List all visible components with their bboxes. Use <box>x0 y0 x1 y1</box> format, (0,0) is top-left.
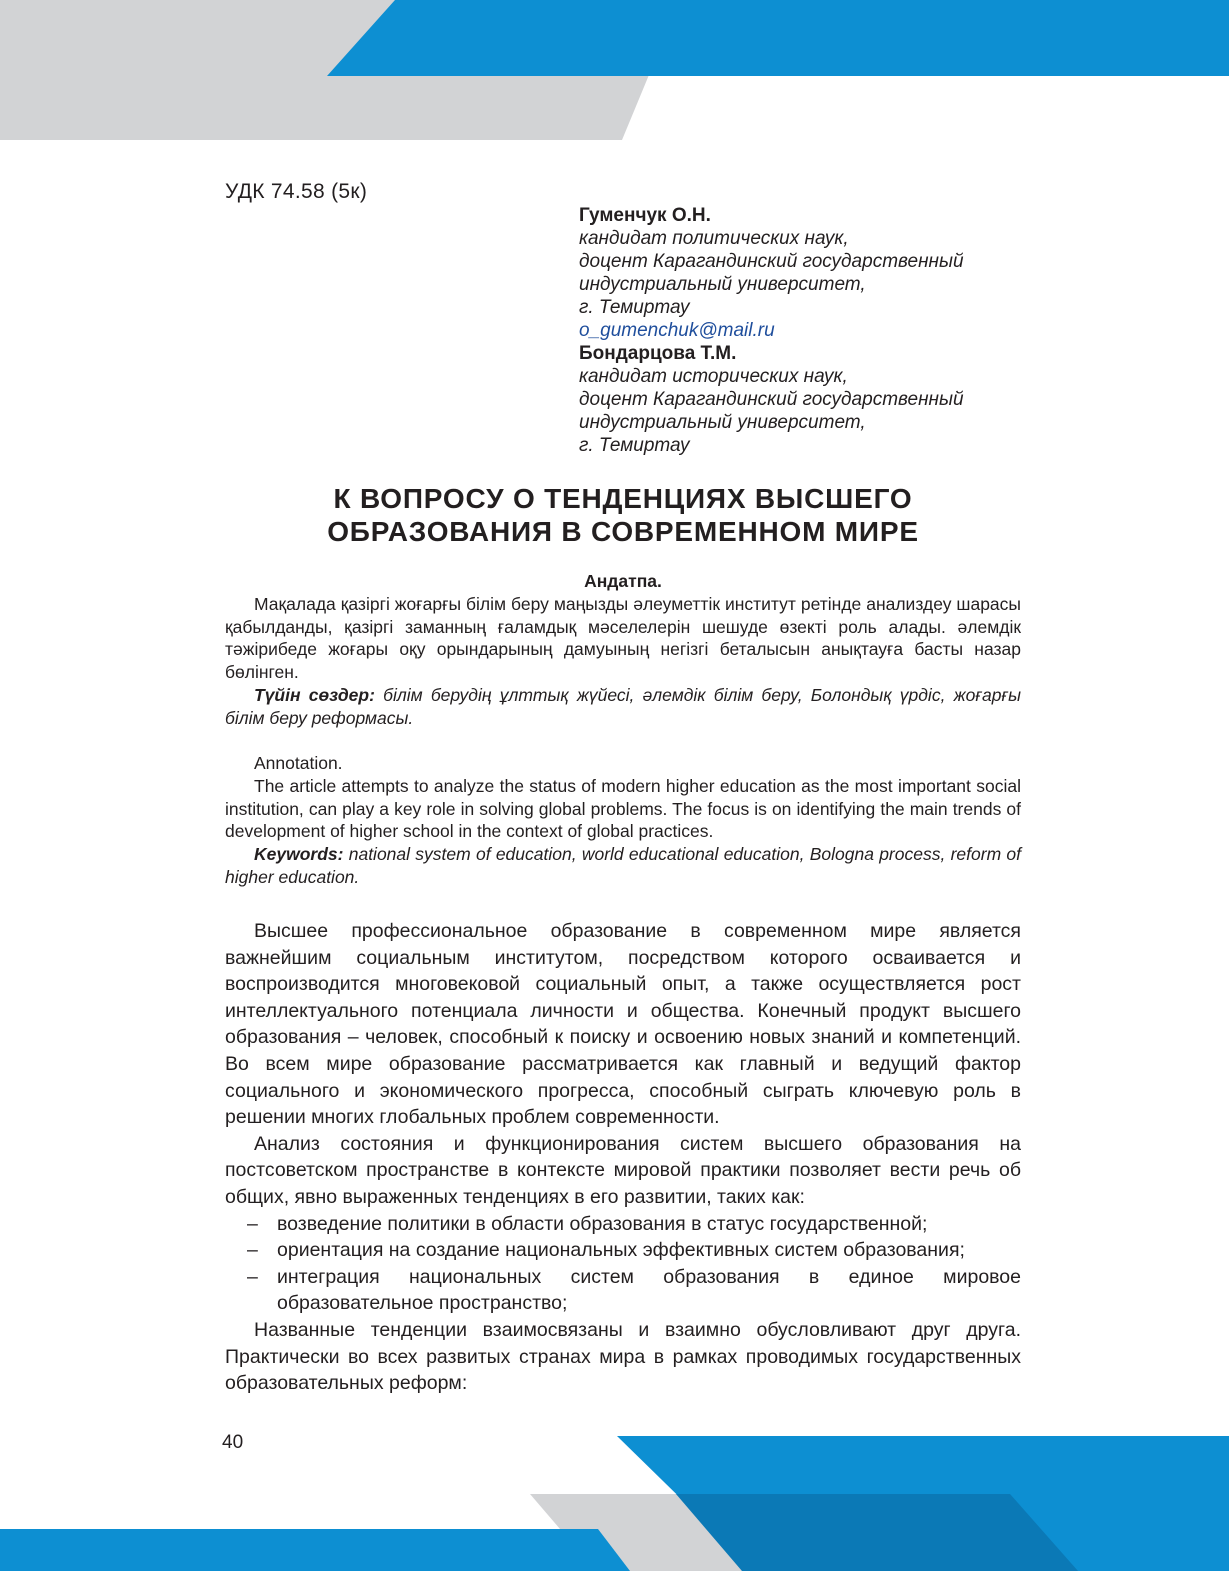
body-paragraph: Высшее профессиональное образование в современном мире является важнейшим социальным институтом, посредством которого осваивается и воспроизводится многовековой социальный опыт, а также осуществляется рост интеллектуального потенциала личности и общества. Конечный продукт высшего образования – человек, способный к поиску и освоению новых знаний и компетенций. Во всем мире образование рассматривается как главный и ведущий фактор социального и экономического прогресса, способный сыграть ключевую роль в решении многих глобальных проблем современности. <box>225 920 1021 1129</box>
article-body <box>225 918 1021 1397</box>
annotation-heading: Annotation. <box>254 753 343 773</box>
author-affiliation-line: г. Темиртау <box>579 435 690 456</box>
abstract-heading: Андатпа. <box>584 571 662 591</box>
body-paragraph: Анализ состояния и функционирования систем высшего образования на постсоветском пространстве в контексте мировой практики позволяет вести речь об общих, явно выраженных тенденциях в его развитии, таких как: <box>225 1132 1021 1208</box>
author-affiliation-line: доцент Карагандинский государственный <box>579 389 964 410</box>
trend-list <box>225 1211 1021 1317</box>
author-affiliation-line: кандидат политических наук, <box>579 228 849 249</box>
author-affiliation-line: индустриальный университет, <box>579 274 866 295</box>
article-title-line: К ВОПРОСУ О ТЕНДЕНЦИЯХ ВЫСШЕГО <box>333 483 913 514</box>
author-affiliation-line: кандидат исторических наук, <box>579 366 848 387</box>
annotation-text: The article attempts to analyze the status of modern higher education as the most important social institution, can play a key role in solving global problems. The focus is on identifying the main trends of development of higher school in the context of global practices. <box>225 775 1021 842</box>
keywords-label: Түйін сөздер: <box>254 684 375 705</box>
top-blue-band <box>327 0 1229 76</box>
author-email-link[interactable]: o_gumenchuk@mail.ru <box>579 320 775 341</box>
abstract-kazakh <box>225 570 1021 730</box>
keywords-text: national system of education, world educational education, Bologna process, reform of higher education. <box>225 844 1021 887</box>
authors-block <box>579 204 964 457</box>
author-name: Бондарцова Т.М. <box>579 343 737 364</box>
bottom-left-blue-band <box>0 1529 630 1571</box>
list-item-text: интеграция национальных систем образования в единое мировое образовательное пространство; <box>277 1265 1021 1315</box>
bottom-right-blue-shadow <box>676 1494 1078 1571</box>
udk-code: УДК 74.58 (5к) <box>225 180 368 203</box>
list-dash: – <box>247 1239 258 1262</box>
author-affiliation-line: индустриальный университет, <box>579 412 866 433</box>
article-title-line: ОБРАЗОВАНИЯ В СОВРЕМЕННОМ МИРЕ <box>327 516 919 547</box>
author-affiliation-line: доцент Карагандинский государственный <box>579 251 964 272</box>
annotation-keywords <box>225 843 1021 889</box>
article-title <box>225 482 1021 548</box>
author-name: Гуменчук О.Н. <box>579 205 711 226</box>
keywords-label: Keywords: <box>254 844 344 865</box>
list-item-text: ориентация на создание национальных эффективных систем образования; <box>277 1239 965 1262</box>
list-dash: – <box>247 1212 258 1235</box>
list-dash: – <box>247 1265 258 1288</box>
annotation-english <box>225 752 1021 889</box>
list-item <box>225 1211 1021 1238</box>
page-number: 40 <box>222 1432 244 1453</box>
abstract-text: Мақалада қазіргі жоғарғы білім беру маңызды әлеуметтік институт ретінде анализдеу шарасы қабылданды, қазіргі заманның ғаламдық мәселелерін шешуде өзекті роль алады. әлемдік тәжірибеде жоғары оқу орындарының дамуының негізгі беталысын анықтауға басты назар бөлінген. <box>225 593 1021 683</box>
body-paragraph: Названные тенденции взаимосвязаны и взаимно обусловливают друг друга. Практически во всех развитых странах мира в рамках проводимых государственных образовательных реформ: <box>225 1318 1021 1395</box>
abstract-keywords <box>225 684 1021 730</box>
keywords-text: білім берудің ұлттық жүйесі, әлемдік білім беру, Болондық үрдіс, жоғарғы білім беру реформасы. <box>225 684 1021 728</box>
list-item <box>225 1264 1021 1317</box>
list-item-text: возведение политики в области образования в статус государственной; <box>277 1212 928 1235</box>
author-affiliation-line: г. Темиртау <box>579 297 690 318</box>
list-item <box>225 1237 1021 1264</box>
